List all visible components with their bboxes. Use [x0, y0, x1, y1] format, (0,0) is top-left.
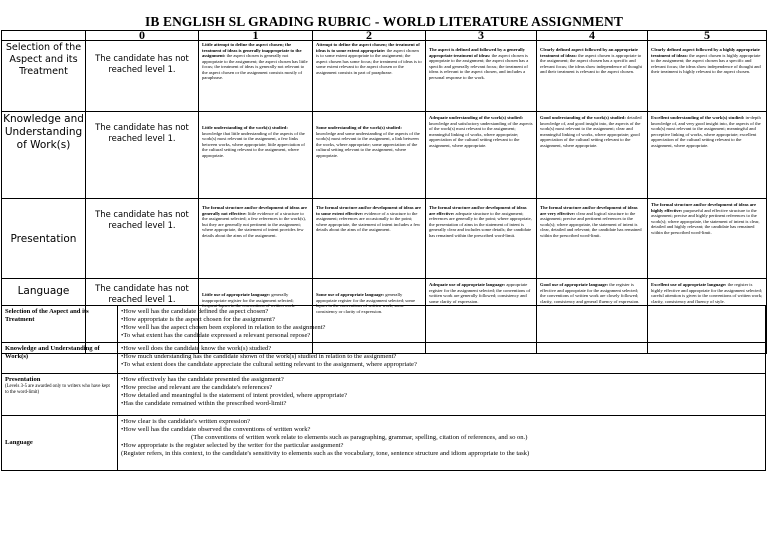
guide-question: •How detailed and meaningful is the statement of intent provided, where appropriate?: [121, 392, 348, 399]
guide-criterion-note: (Levels 3-5 are awarded only to writers who have kept to the word-limit): [5, 384, 110, 395]
guide-questions: [118, 343, 766, 374]
level-descriptor: Adequate use of appropriate language: appropriate register for the assignment selected; the conventions of written work are generally followed; consistency and some clarity of expression.: [426, 279, 537, 354]
criterion-name: Knowledge and Understanding of Work(s): [2, 112, 86, 199]
level-descriptor: Clearly defined aspect followed by an appropriate treatment of ideas: the aspect chosen is appropriate to the assignment; the aspect chosen has a specific and relevant focus; the ideas show independence of thought and their treatment is relevant to the aspect chosen.: [537, 41, 648, 112]
level-descriptor: The formal structure and/or development of ideas are highly effective: purposeful and effective structure to the assignment; precise and highly pertinent references to the work(s); where appropriate, the statement of intent is clear, detailed and highly relevant; the candidate has remained within the prescribed word-limit.: [648, 199, 767, 279]
level-descriptor: The formal structure and/or development of ideas are to some extent effective: evidence of a structure to the assignment; references are occasionally to the point; where appropriate, the statement of intent includes a few details about the aims of the assignment.: [313, 199, 426, 279]
guide-criterion-name: Knowledge and Understanding of Work(s): [5, 345, 100, 360]
page-title: IB ENGLISH SL GRADING RUBRIC - WORLD LITERATURE ASSIGNMENT: [145, 14, 623, 29]
guide-row: [2, 416, 766, 471]
guide-question: •How appropriate is the aspect chosen for the assignment?: [121, 316, 275, 323]
level-descriptor: Good understanding of the work(s) studied: detailed knowledge of, and good insight into, the aspects of the work(s) most relevant to the assignment; clear and meaningful linking of works, where appropriate; good appreciation of the cultural setting relevant to the assignment, where appropriate.: [537, 112, 648, 199]
guide-question: •To what extent does the candidate appreciate the cultural setting relevant to the assignment, where appropriate?: [121, 361, 417, 368]
level-descriptor: Excellent use of appropriate language: the register is highly effective and appropriate for the assignment selected; careful attention is given to the conventions of written work; clarity, consistency and fluency of style.: [648, 279, 767, 354]
criterion-name: Selection of the Aspect and its Treatment: [2, 41, 86, 112]
level-descriptor: Good use of appropriate language: the register is effective and appropriate for the assignment selected; the conventions of written work are closely followed; clarity, consistency and general fluency of expression.: [537, 279, 648, 354]
guide-criterion-name: Selection of the Aspect and its Treatment: [5, 308, 89, 323]
guide-questions: [118, 374, 766, 416]
criterion-name: Language: [2, 279, 86, 354]
guide-question: •How much understanding has the candidate shown of the work(s) studied in relation to the assignment?: [121, 353, 397, 360]
level-descriptor: The formal structure and/or development of ideas are generally not effective: little evidence of a structure to the assignment selected; a few references to the work(s), but they are generally not pertinent to the assignment; where appropriate, the statement of intent provides few details about the aims of the assignment.: [199, 199, 313, 279]
level-header-row: [2, 31, 767, 41]
level-header: 1: [199, 31, 313, 41]
guiding-questions-table: [1, 305, 766, 471]
level-0-text: The candidate has not reached level 1.: [86, 41, 199, 112]
level-descriptor: Attempt to define the aspect chosen; the treatment of ideas is to some extent appropriate: the aspect chosen is to some extent appropriate to the assignment; the aspect chosen has some focus; the treatment of ideas is to some extent relevant to the aspect chosen or the assignment consists in part of paraphrase.: [313, 41, 426, 112]
criterion-row: [2, 199, 767, 279]
guide-criterion: [2, 416, 118, 471]
guide-question: •Has the candidate remained within the prescribed word-limit?: [121, 400, 287, 407]
level-descriptor: The aspect is defined and followed by a generally appropriate treatment of ideas: the aspect chosen is appropriate to the assignment; the aspect chosen has a specific and generally relevant focus; the treatment of ideas is relevant to the aspect chosen, and includes a personal response to the work.: [426, 41, 537, 112]
guide-question: •How well has the candidate defined the aspect chosen?: [121, 308, 269, 315]
level-descriptor: Little understanding of the work(s) studied: knowledge that little understanding of the aspects of the work(s) most relevant to the assignment, a few links between works, where appropriate; little appreciation of the cultural setting relevant to the assignment, where appropriate.: [199, 112, 313, 199]
level-0-text: The candidate has not reached level 1.: [86, 279, 199, 354]
level-descriptor: Little attempt to define the aspect chosen; the treatment of ideas is generally inappropriate to the assignment: the aspect chosen is generally not appropriate to the assignment; the aspect chosen has little focus; the treatment of ideas is generally not relevant to the aspect chosen or the assignment consists mostly of paraphrase.: [199, 41, 313, 112]
level-descriptor: Excellent understanding of the work(s) studied: in-depth knowledge of, and very good insight into, the aspects of the work(s) most relevant to the assignment; meaningful and perceptive linking of works, where appropriate; excellent appreciation of the cultural setting relevant to the assignment, where appropriate.: [648, 112, 767, 199]
level-header: 0: [86, 31, 199, 41]
level-descriptor: Little use of appropriate language: generally inappropriate register for the assignment selected; frequent lapses in the conventions of written work.: [199, 279, 313, 354]
level-header: 2: [313, 31, 426, 41]
guide-question: •How well has the aspect chosen been explored in relation to the assignment?: [121, 324, 326, 331]
guide-criterion-name: Language: [5, 439, 33, 446]
guide-question: •How effectively has the candidate presented the assignment?: [121, 376, 284, 383]
guide-question: •How appropriate is the register selected by the writer for the particular assignment?: [121, 442, 344, 449]
guide-questions: [118, 306, 766, 343]
guide-row: [2, 343, 766, 374]
level-0-text: The candidate has not reached level 1.: [86, 112, 199, 199]
criterion-row: [2, 112, 767, 199]
level-0-text: The candidate has not reached level 1.: [86, 199, 199, 279]
level-descriptor: Some understanding of the work(s) studied: knowledge and some understanding of the aspects of the work(s) most relevant to the assignment, a link between the works, where appropriate; some appreciation of the cultural setting relevant to the assignment, where appropriate.: [313, 112, 426, 199]
guide-criterion: [2, 374, 118, 416]
criterion-name: Presentation: [2, 199, 86, 279]
guide-question: (Register refers, in this context, to the candidate's sensitivity to elements such as the vocabulary, tone, sentence structure and idiom appropriate to the task): [121, 450, 530, 457]
level-descriptor: Clearly defined aspect followed by a highly appropriate treatment of ideas: the aspect chosen is highly appropriate to the assignment; the aspect chosen has a specific and relevant focus; the ideas show independence of thought and their treatment is highly relevant to the aspect chosen.: [648, 41, 767, 112]
level-descriptor: The formal structure and/or development of ideas are very effective: clear and logical structure to the assignment; precise and pertinent references to the work(s); where appropriate, the statement of intent is clear, detailed and relevant; the candidate has remained within the prescribed word-limit.: [537, 199, 648, 279]
level-header-blank: [2, 31, 86, 41]
guide-question: •How precise and relevant are the candidate's references?: [121, 384, 273, 391]
guide-question: •How well does the candidate know the work(s) studied?: [121, 345, 272, 352]
guide-criterion-name: Presentation: [5, 376, 41, 383]
level-descriptor: Adequate understanding of the work(s) studied: knowledge and satisfactory understanding of the aspects of the work(s) most relevant to the assignment; meaningful linking of works, where appropriate; appreciation of the cultural setting relevant to the assignment, where appropriate.: [426, 112, 537, 199]
level-descriptor: Some use of appropriate language: generally appropriate register for the assignment selected; some lapses in the conventions of written work; some consistency or clarity of expression.: [313, 279, 426, 354]
guide-criterion: [2, 343, 118, 374]
guide-question: •How clear is the candidate's written expression?: [121, 418, 251, 425]
level-descriptor: The formal structure and/or development of ideas are effective: adequate structure to the assignment; references are generally to the point; where appropriate, the presentation of aims in the statement of intent is generally clear and includes some details; the candidate has remained within the prescribed word-limit.: [426, 199, 537, 279]
guide-question: •How well has the candidate observed the conventions of written work?: [121, 426, 311, 433]
guide-criterion: [2, 306, 118, 343]
level-header: 5: [648, 31, 767, 41]
guide-question: (The conventions of written work relate to elements such as paragraphing, grammar, spelling, citation of references, and so on.): [191, 434, 528, 441]
level-header: 4: [537, 31, 648, 41]
guide-row: [2, 306, 766, 343]
level-header: 3: [426, 31, 537, 41]
criterion-row: [2, 41, 767, 112]
guide-questions: [118, 416, 766, 471]
guide-row: [2, 374, 766, 416]
guide-question: •To what extent has the candidate expressed a relevant personal repose?: [121, 332, 311, 339]
